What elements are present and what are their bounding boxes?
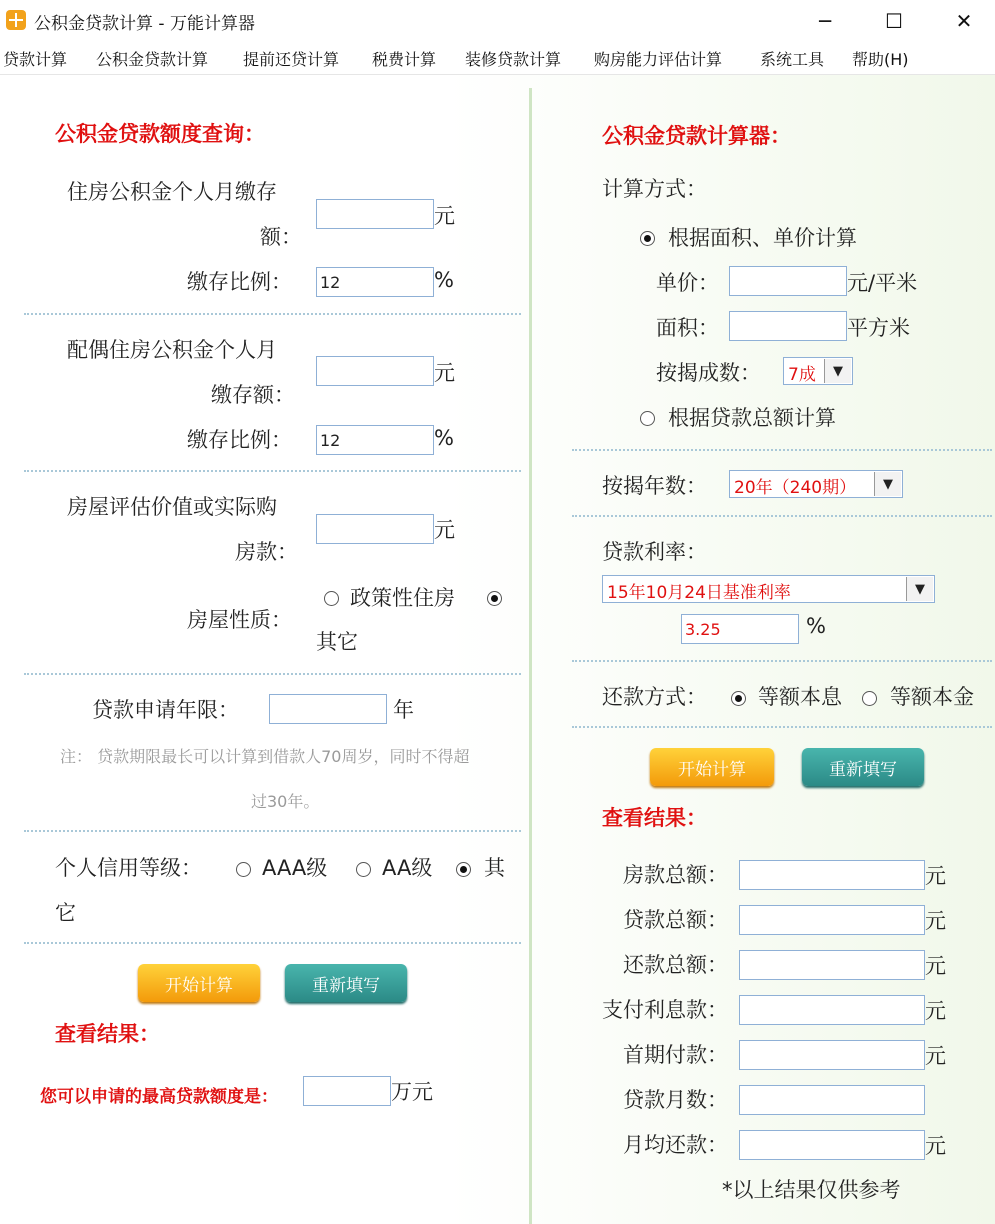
loan-years-unit: 年: [393, 698, 414, 722]
loan-years-label: 贷款申请年限：: [92, 698, 239, 722]
mortgage-ratio-value: 7成: [788, 365, 816, 385]
menu-item-loan-calc[interactable]: 贷款计算: [3, 50, 68, 69]
menu-item-prepayment-calc[interactable]: 提前还贷计算: [243, 50, 340, 69]
repay-equal-principal-radio[interactable]: [862, 691, 877, 706]
spouse-ratio-label: 缴存比例：: [187, 428, 292, 452]
result-total-loan-output[interactable]: [739, 905, 925, 935]
spouse-deposit-label-line1: 配偶住房公积金个人月: [67, 338, 277, 362]
house-value-label-line2: 房款：: [235, 540, 298, 564]
credit-other-label-line2: 它: [55, 901, 76, 925]
mortgage-years-value: 20年（240期）: [734, 478, 857, 498]
house-type-policy-label: 政策性住房: [350, 586, 455, 610]
calc-method-label: 计算方式：: [602, 177, 707, 201]
max-loan-label: 您可以申请的最高贷款额度是：: [40, 1087, 278, 1107]
personal-ratio-label: 缴存比例：: [187, 270, 292, 294]
credit-other-label-line1: 其: [484, 856, 505, 880]
credit-level-label: 个人信用等级：: [55, 856, 202, 880]
credit-aa-label: AA级: [382, 856, 433, 880]
separator-line: [24, 942, 521, 944]
maximize-button[interactable]: ☐: [885, 9, 903, 33]
house-type-other-radio[interactable]: [487, 591, 502, 606]
menu-item-help[interactable]: 帮助(H): [852, 50, 909, 69]
personal-ratio-input[interactable]: [316, 267, 434, 297]
left-reset-button[interactable]: 重新填写: [285, 964, 407, 1002]
result-total-house-label: 房款总额：: [623, 863, 728, 887]
house-type-other-label: 其它: [316, 630, 358, 654]
result-total-repay-unit: 元: [925, 954, 946, 978]
repay-method-label: 还款方式：: [602, 685, 707, 709]
house-value-input[interactable]: [316, 514, 434, 544]
result-total-repay-label: 还款总额：: [623, 953, 728, 977]
unit-price-label: 单价：: [656, 271, 719, 295]
house-value-unit: 元: [434, 518, 455, 542]
left-result-title: 查看结果：: [55, 1021, 160, 1046]
house-type-label: 房屋性质：: [187, 608, 292, 632]
spouse-ratio-input[interactable]: [316, 425, 434, 455]
personal-deposit-unit: 元: [434, 204, 455, 228]
menu-item-decoration-loan-calc[interactable]: 装修贷款计算: [465, 50, 562, 69]
credit-aaa-label: AAA级: [262, 856, 328, 880]
column-divider: [529, 88, 532, 1224]
separator-line: [572, 660, 992, 662]
menu-item-system-tools[interactable]: 系统工具: [760, 50, 825, 69]
title-bar: [0, 0, 995, 42]
loan-rate-select[interactable]: [602, 575, 935, 603]
close-button[interactable]: ✕: [955, 9, 973, 33]
result-total-house-output[interactable]: [739, 860, 925, 890]
result-monthly-payment-label: 月均还款：: [623, 1133, 728, 1157]
loan-term-note-line1: 注： 贷款期限最长可以计算到借款人70周岁，同时不得超: [60, 747, 470, 766]
result-interest-label: 支付利息款：: [602, 998, 728, 1022]
menu-item-fund-loan-calc[interactable]: 公积金贷款计算: [96, 50, 209, 69]
mortgage-years-label: 按揭年数：: [602, 474, 707, 498]
calculator-title: 公积金贷款计算器：: [602, 123, 791, 148]
credit-aa-radio[interactable]: [356, 862, 371, 877]
menu-bar: [0, 42, 995, 75]
method-total-loan-label: 根据贷款总额计算: [668, 406, 836, 430]
result-monthly-payment-unit: 元: [925, 1134, 946, 1158]
result-disclaimer: *以上结果仅供参考: [722, 1178, 901, 1202]
result-total-loan-label: 贷款总额：: [623, 908, 728, 932]
chevron-down-icon: ▼: [824, 359, 851, 383]
result-total-house-unit: 元: [925, 864, 946, 888]
chevron-down-icon: ▼: [906, 577, 933, 601]
right-reset-button[interactable]: 重新填写: [802, 748, 924, 786]
result-total-repay-output[interactable]: [739, 950, 925, 980]
loan-rate-label: 贷款利率：: [602, 540, 707, 564]
mortgage-ratio-label: 按揭成数：: [656, 361, 761, 385]
mortgage-ratio-select[interactable]: [783, 357, 853, 385]
repay-equal-installment-label: 等额本息: [758, 685, 842, 709]
result-down-payment-output[interactable]: [739, 1040, 925, 1070]
minimize-button[interactable]: ─: [818, 9, 832, 33]
repay-equal-principal-label: 等额本金: [890, 685, 974, 709]
app-icon: [6, 10, 26, 30]
loan-term-note-line2: 过30年。: [251, 792, 320, 811]
loan-years-input[interactable]: [269, 694, 387, 724]
menu-item-affordability-calc[interactable]: 购房能力评估计算: [594, 50, 723, 69]
result-months-label: 贷款月数：: [623, 1088, 728, 1112]
separator-line: [572, 449, 992, 451]
separator-line: [572, 726, 992, 728]
separator-line: [24, 830, 521, 832]
method-area-price-label: 根据面积、单价计算: [668, 226, 857, 250]
loan-rate-unit: %: [806, 614, 826, 638]
spouse-ratio-unit: %: [434, 426, 454, 450]
method-area-price-radio[interactable]: [640, 231, 655, 246]
window-title: 公积金贷款计算 - 万能计算器: [34, 14, 255, 34]
personal-deposit-input[interactable]: [316, 199, 434, 229]
unit-price-input[interactable]: [729, 266, 847, 296]
result-months-output[interactable]: [739, 1085, 925, 1115]
right-result-title: 查看结果：: [602, 805, 707, 830]
area-label: 面积：: [656, 316, 719, 340]
result-down-payment-label: 首期付款：: [623, 1043, 728, 1067]
spouse-deposit-input[interactable]: [316, 356, 434, 386]
personal-deposit-label-line2: 额：: [260, 225, 302, 249]
credit-aaa-radio[interactable]: [236, 862, 251, 877]
quota-query-title: 公积金贷款额度查询：: [55, 121, 265, 146]
personal-deposit-label-line1: 住房公积金个人月缴存: [67, 180, 277, 204]
result-interest-output[interactable]: [739, 995, 925, 1025]
separator-line: [24, 313, 521, 315]
left-start-calc-button[interactable]: 开始计算: [138, 964, 260, 1002]
repay-equal-installment-radio[interactable]: [731, 691, 746, 706]
personal-ratio-unit: %: [434, 268, 454, 292]
spouse-deposit-unit: 元: [434, 361, 455, 385]
result-interest-unit: 元: [925, 999, 946, 1023]
unit-price-unit: 元/平米: [847, 271, 918, 295]
result-total-loan-unit: 元: [925, 909, 946, 933]
spouse-deposit-label-line2: 缴存额：: [211, 383, 295, 407]
separator-line: [24, 673, 521, 675]
menu-item-tax-calc[interactable]: 税费计算: [372, 50, 437, 69]
separator-line: [572, 515, 992, 517]
right-start-calc-button[interactable]: 开始计算: [650, 748, 774, 786]
result-down-payment-unit: 元: [925, 1044, 946, 1068]
max-loan-output[interactable]: [303, 1076, 391, 1106]
mortgage-years-select[interactable]: [729, 470, 903, 498]
max-loan-unit: 万元: [391, 1080, 433, 1104]
house-value-label-line1: 房屋评估价值或实际购: [67, 495, 277, 519]
chevron-down-icon: ▼: [874, 472, 901, 496]
loan-rate-select-value: 15年10月24日基准利率: [607, 583, 791, 603]
area-input[interactable]: [729, 311, 847, 341]
house-type-policy-radio[interactable]: [324, 591, 339, 606]
loan-rate-input[interactable]: [681, 614, 799, 644]
result-monthly-payment-output[interactable]: [739, 1130, 925, 1160]
method-total-loan-radio[interactable]: [640, 411, 655, 426]
area-unit: 平方米: [847, 316, 910, 340]
separator-line: [24, 470, 521, 472]
credit-other-radio[interactable]: [456, 862, 471, 877]
